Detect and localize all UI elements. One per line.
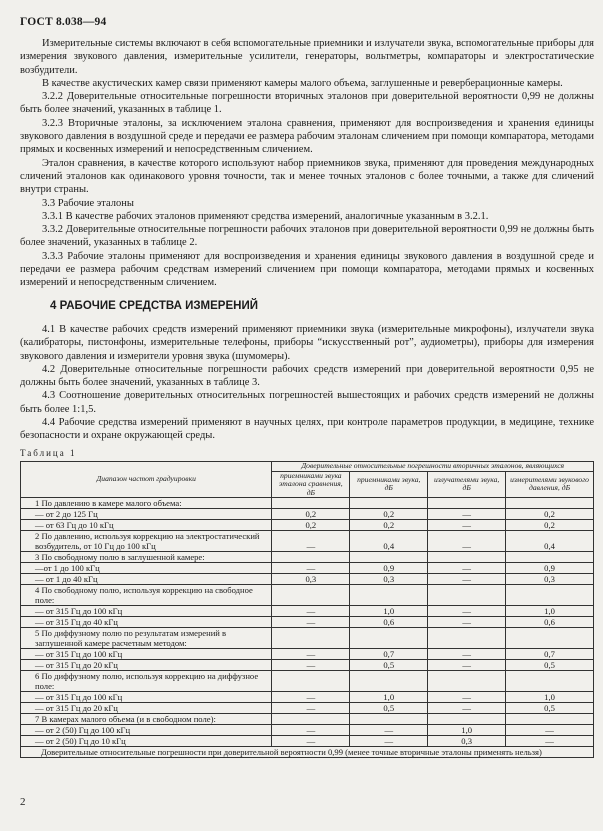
row-value: [350, 628, 428, 649]
row-value: 0,5: [506, 660, 594, 671]
row-value: —: [272, 703, 350, 714]
row-value: [428, 498, 506, 509]
row-value: [272, 628, 350, 649]
table-row: [21, 498, 594, 509]
row-value: —: [350, 736, 428, 747]
row-value: —: [350, 725, 428, 736]
row-value: 0,2: [506, 509, 594, 520]
row-label: — от 315 Гц до 20 кГц: [21, 703, 272, 714]
row-value: —: [428, 531, 506, 552]
row-value: [428, 552, 506, 563]
row-value: [272, 552, 350, 563]
table-row: [21, 725, 594, 736]
paragraph: Эталон сравнения, в качестве которого используют набор приемников звука, применяют для проведения международных сличений эталонов как одинакового уровня точности, так и менее точных эталонов с более точными, а также для сличений внутри страны.: [20, 157, 594, 196]
row-value: 0,3: [272, 574, 350, 585]
row-value: [272, 585, 350, 606]
table-row: [21, 509, 594, 520]
row-value: 0,2: [506, 520, 594, 531]
row-value: 0,6: [350, 617, 428, 628]
header-col-4: измерителями звукового давления, дБ: [506, 471, 594, 498]
table-row: [21, 703, 594, 714]
row-value: 1,0: [350, 692, 428, 703]
row-value: [350, 552, 428, 563]
row-value: [506, 552, 594, 563]
row-value: —: [272, 563, 350, 574]
row-value: —: [272, 692, 350, 703]
row-value: [428, 714, 506, 725]
row-value: [506, 628, 594, 649]
row-value: [350, 498, 428, 509]
row-value: [506, 671, 594, 692]
header-col-1: приемниками звука эталона сравнения, дБ: [272, 471, 350, 498]
row-label: — от 315 Гц до 100 кГц: [21, 692, 272, 703]
document-body: [20, 37, 594, 758]
row-value: [506, 714, 594, 725]
row-value: —: [428, 703, 506, 714]
row-label: 2 По давлению, используя коррекцию на электростатический возбудитель, от 10 Гц до 100 кГц: [21, 531, 272, 552]
row-value: —: [428, 692, 506, 703]
paragraph: 3.3.1 В качестве рабочих эталонов применяют средства измерений, аналогичные указанным в 3.2.1.: [42, 210, 489, 222]
row-label: 4 По свободному полю, используя коррекцию на свободное поле:: [21, 585, 272, 606]
row-value: 0,9: [506, 563, 594, 574]
table-row: [21, 552, 594, 563]
row-value: 0,9: [350, 563, 428, 574]
row-value: —: [428, 660, 506, 671]
row-value: 1,0: [506, 692, 594, 703]
row-value: —: [428, 617, 506, 628]
table-row: [21, 628, 594, 649]
row-value: 1,0: [506, 606, 594, 617]
paragraph: 4.4 Рабочие средства измерений применяют в научных целях, при контроле параметров продукции, в медицине, технике безопасности и охране окружающей среды.: [20, 417, 594, 442]
row-value: 0,5: [350, 660, 428, 671]
table-note: Доверительные относительные погрешности при доверительной вероятности 0,99 (менее точные вторичные эталоны применять нельзя): [21, 747, 594, 758]
row-label: —от 1 до 100 кГц: [21, 563, 272, 574]
subsection-heading: 3.3 Рабочие эталоны: [42, 197, 134, 209]
row-value: 0,2: [272, 520, 350, 531]
row-value: 0,7: [506, 649, 594, 660]
table-row: [21, 736, 594, 747]
row-value: —: [272, 660, 350, 671]
table-body: [21, 498, 594, 747]
row-value: [350, 585, 428, 606]
row-value: —: [506, 725, 594, 736]
row-value: 0,7: [350, 649, 428, 660]
paragraph: 3.2.2 Доверительные относительные погрешности вторичных эталонов при доверительной вероятности 0,99 не должны быть более значений, указанных в таблице 1.: [20, 91, 594, 116]
row-value: [350, 714, 428, 725]
row-value: —: [428, 649, 506, 660]
row-value: —: [428, 606, 506, 617]
row-value: [272, 671, 350, 692]
row-value: —: [272, 606, 350, 617]
table-row: [21, 649, 594, 660]
row-value: [272, 498, 350, 509]
row-label: — от 315 Гц до 100 кГц: [21, 649, 272, 660]
row-label: — от 2 (50) Гц до 100 кГц: [21, 725, 272, 736]
row-label: 1 По давлению в камере малого объема:: [21, 498, 272, 509]
row-value: —: [272, 531, 350, 552]
row-value: 0,2: [350, 520, 428, 531]
header-range: Диапазон частот градуировки: [21, 461, 272, 497]
table-row: [21, 574, 594, 585]
table-row: [21, 671, 594, 692]
table-row: [21, 563, 594, 574]
paragraph: 4.2 Доверительные относительные погрешности рабочих средств измерений при доверительной вероятности 0,95 не должны быть более значений, указанных в таблице 3.: [20, 363, 594, 389]
row-value: 0,6: [506, 617, 594, 628]
paragraph: 3.3.2 Доверительные относительные погрешности рабочих эталонов при доверительной вероятности 0,99 не должны быть более значений, указанных в таблице 2.: [20, 224, 594, 249]
row-value: 1,0: [350, 606, 428, 617]
table-row: [21, 714, 594, 725]
paragraph: Измерительные системы включают в себя вспомогательные приемники и излучатели звука, вспомогательные приборы для измерения звукового давления, измерительные усилители, генераторы, вольтметры, компараторы и электростатические возбудители.: [20, 38, 594, 76]
table-row: [21, 692, 594, 703]
row-label: — от 1 до 40 кГц: [21, 574, 272, 585]
row-label: — от 315 Гц до 100 кГц: [21, 606, 272, 617]
row-label: — от 315 Гц до 40 кГц: [21, 617, 272, 628]
row-value: —: [506, 736, 594, 747]
row-label: — от 2 до 125 Гц: [21, 509, 272, 520]
table-row: [21, 520, 594, 531]
row-value: [350, 671, 428, 692]
header-col-2: приемниками звука, дБ: [350, 471, 428, 498]
row-value: —: [272, 725, 350, 736]
row-value: 0,5: [506, 703, 594, 714]
row-value: [272, 714, 350, 725]
row-value: —: [428, 563, 506, 574]
row-value: 1,0: [428, 725, 506, 736]
table-row: [21, 617, 594, 628]
row-label: — от 63 Гц до 10 кГц: [21, 520, 272, 531]
row-value: [428, 628, 506, 649]
row-value: 0,5: [350, 703, 428, 714]
row-value: 0,4: [350, 531, 428, 552]
paragraph: 4.3 Соотношение доверительных относительных погрешностей вышестоящих и рабочих средств измерений не должны быть более 1:1,5.: [20, 390, 594, 415]
row-value: [428, 585, 506, 606]
row-value: —: [272, 736, 350, 747]
row-value: 0,4: [506, 531, 594, 552]
row-value: [506, 585, 594, 606]
row-value: —: [428, 509, 506, 520]
row-label: 7 В камерах малого объема (и в свободном поле):: [21, 714, 272, 725]
table-row: [21, 606, 594, 617]
row-value: 0,2: [350, 509, 428, 520]
paragraph: В качестве акустических камер связи применяют камеры малого объема, заглушенные и реверберационные камеры.: [42, 77, 563, 89]
row-value: 0,3: [506, 574, 594, 585]
table-caption: Таблица 1: [20, 447, 77, 458]
row-value: [506, 498, 594, 509]
row-label: 6 По диффузному полю, используя коррекцию на диффузное поле:: [21, 671, 272, 692]
table-row: [21, 585, 594, 606]
row-value: —: [272, 649, 350, 660]
section-title: 4 РАБОЧИЕ СРЕДСТВА ИЗМЕРЕНИЙ: [50, 299, 258, 312]
row-value: —: [428, 574, 506, 585]
row-value: [428, 671, 506, 692]
error-table: [20, 461, 594, 758]
row-label: 3 По свободному полю в заглушенной камере:: [21, 552, 272, 563]
row-label: — от 2 (50) Гц до 10 кГц: [21, 736, 272, 747]
row-value: —: [428, 520, 506, 531]
document-header: ГОСТ 8.038—94: [20, 16, 107, 28]
paragraph: 3.3.3 Рабочие эталоны применяют для воспроизведения и хранения единицы звукового давления в воздушной среде и передачи ее размера рабочим средствам измерений сличением при помощи компаратора, методами прямых и косвенных измерений и непосредственным сличением.: [20, 250, 594, 289]
table-row: [21, 531, 594, 552]
row-label: — от 315 Гц до 20 кГц: [21, 660, 272, 671]
row-value: 0,2: [272, 509, 350, 520]
row-label: 5 По диффузному полю по результатам измерений в заглушенной камере расчетным методом:: [21, 628, 272, 649]
paragraph: 4.1 В качестве рабочих средств измерений применяют приемники звука (измерительные микрофоны), излучатели звука (калибраторы, пистонфоны, измерительные телефоны, приборы “искусственный рот”, аудиометры), приборы для измерения звукового давления и измерители уровня звука (шумомеры).: [20, 323, 594, 362]
header-group: Доверительные относительные погрешности вторичных эталонов, являющихся: [272, 461, 594, 471]
paragraph: 3.2.3 Вторичные эталоны, за исключением эталона сравнения, применяют для воспроизведения и хранения единицы звукового давления в воздушной среде и передачи ее размера рабочим эталонам сличением при помощи компаратора, методами прямых и косвенных измерений и непосредственным сличением.: [20, 117, 594, 156]
page-number: 2: [20, 796, 26, 808]
row-value: 0,3: [428, 736, 506, 747]
row-value: —: [272, 617, 350, 628]
table-row: [21, 660, 594, 671]
header-col-3: излучателями звука, дБ: [428, 471, 506, 498]
row-value: 0,3: [350, 574, 428, 585]
